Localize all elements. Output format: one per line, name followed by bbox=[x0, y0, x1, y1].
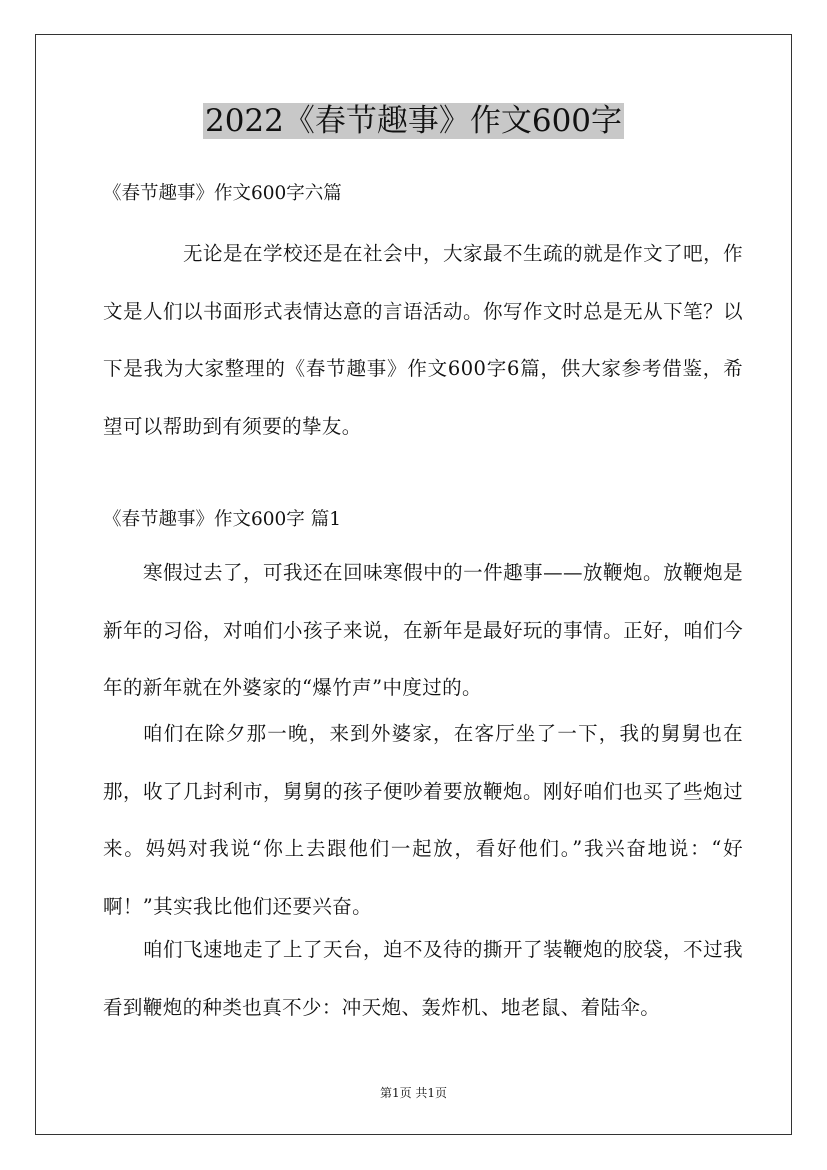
document-subtitle: 《春节趣事》作文600字六篇 bbox=[103, 183, 342, 204]
body-paragraph-2: 咱们在除夕那一晚，来到外婆家，在客厅坐了一下，我的舅舅也在那，收了几封利市，舅舅的孩子便吵着要放鞭炮。刚好咱们也买了些炮过来。妈妈对我说“你上去跟他们一起放，看好他们。”我兴奋地说：“好啊！”其实我比他们还要兴奋。 bbox=[103, 722, 743, 918]
document-title-text: 2022《春节趣事》作文600字 bbox=[204, 103, 623, 139]
page-footer: 第1页 共1页 bbox=[379, 1086, 448, 1100]
intro-paragraph: 无论是在学校还是在社会中，大家最不生疏的就是作文了吧，作文是人们以书面形式表情达意的言语活动。你写作文时总是无从下笔？以下是我为大家整理的《春节趣事》作文600字6篇，供大家参考借鉴，希望可以帮助到有须要的挚友。 bbox=[103, 242, 743, 438]
body-paragraph-3: 咱们飞速地走了上了天台，迫不及待的撕开了装鞭炮的胶袋，不过我看到鞭炮的种类也真不少：冲天炮、轰炸机、地老鼠、着陆伞。 bbox=[103, 938, 743, 1019]
body-paragraph-1: 寒假过去了，可我还在回味寒假中的一件趣事——放鞭炮。放鞭炮是新年的习俗，对咱们小孩子来说，在新年是最好玩的事情。正好，咱们今年的新年就在外婆家的“爆竹声”中度过的。 bbox=[103, 561, 743, 699]
section-heading: 《春节趣事》作文600字 篇1 bbox=[103, 509, 341, 530]
document-title bbox=[0, 100, 827, 142]
